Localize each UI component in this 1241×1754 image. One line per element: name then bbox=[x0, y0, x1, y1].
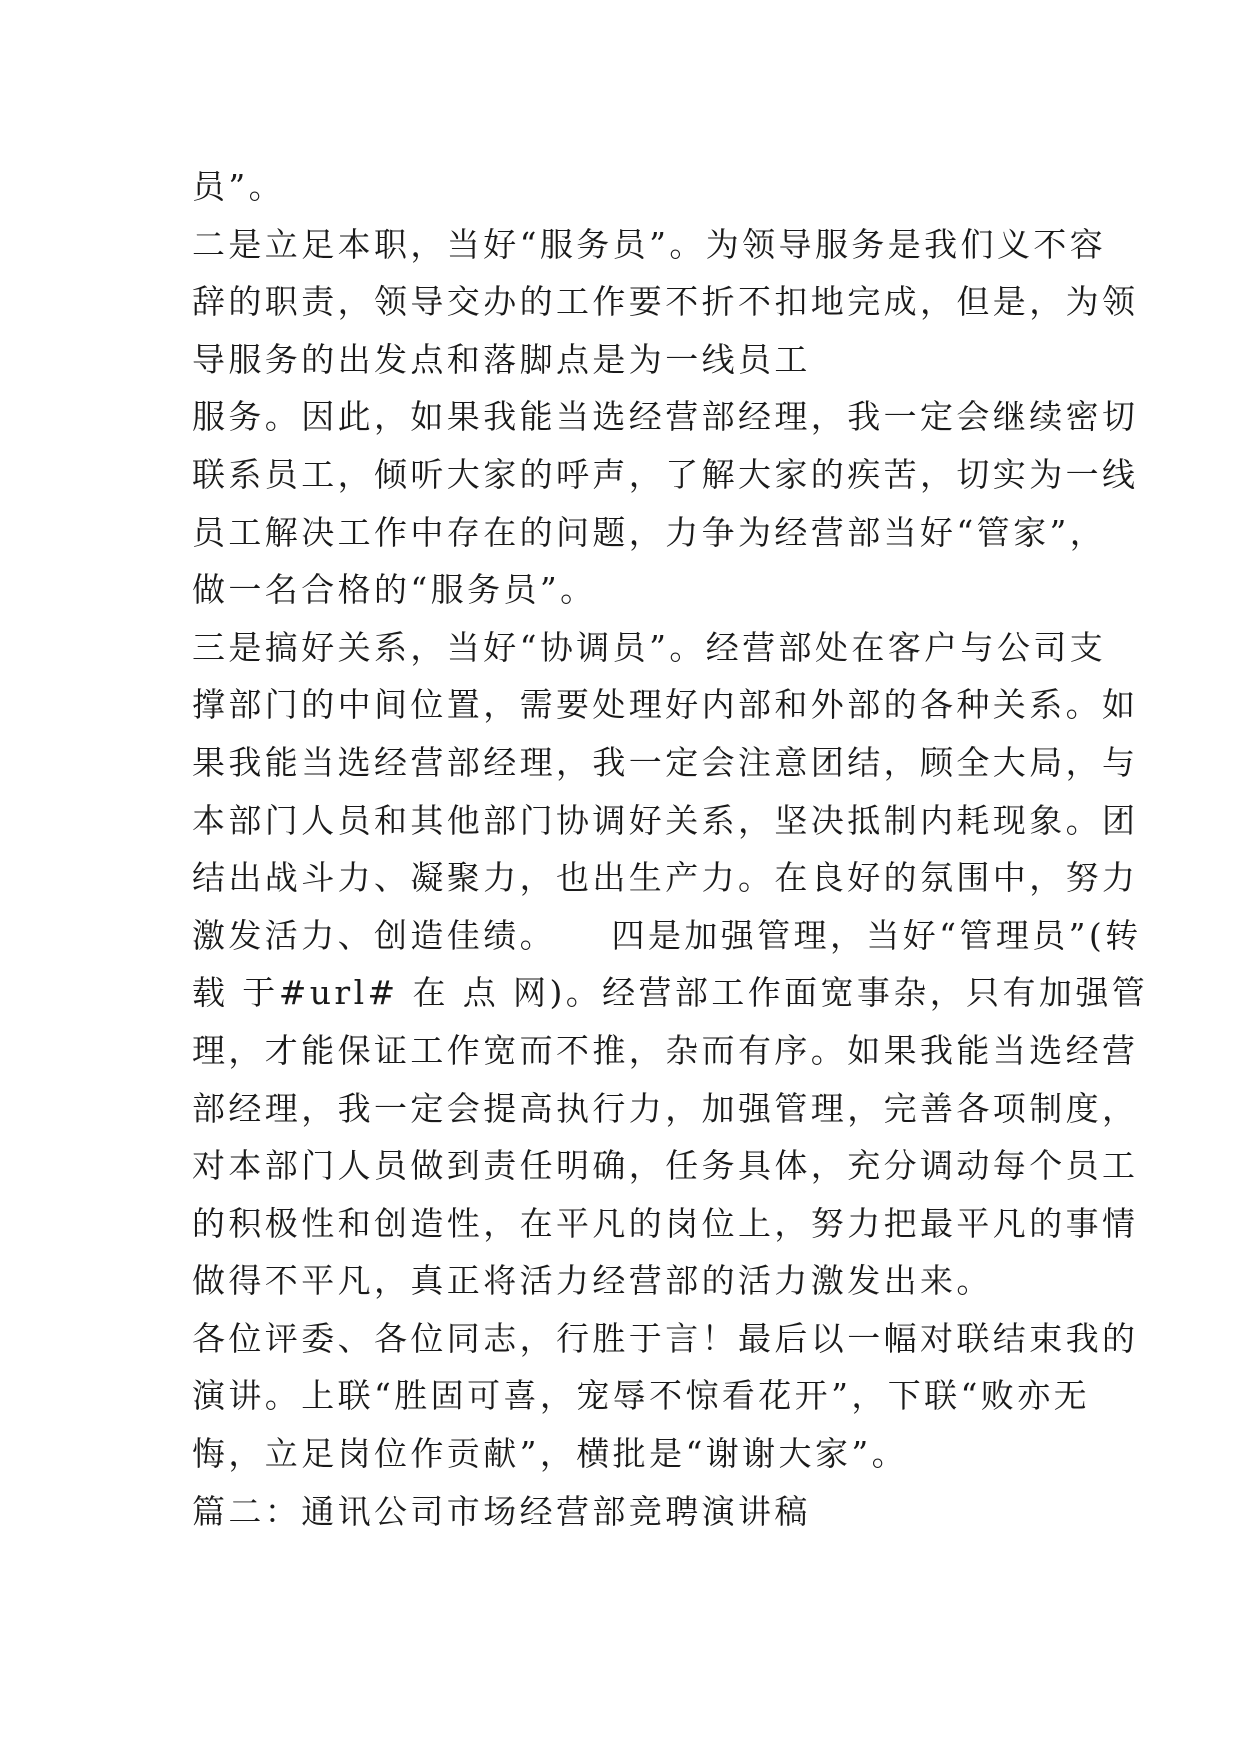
text-line: 各位评委、各位同志，行胜于言！最后以一幅对联结束我的 bbox=[192, 1318, 1139, 1358]
text-line: 员”。 bbox=[192, 167, 286, 206]
text-line: 二是立足本职，当好“服务员”。为领导服务是我们义不容 bbox=[192, 224, 1107, 264]
text-line: 员工解决工作中存在的问题，力争为经营部当好“管家”， bbox=[192, 512, 1107, 552]
text-line: 本部门人员和其他部门协调好关系，坚决抵制内耗现象。团 bbox=[192, 800, 1139, 840]
document-body bbox=[192, 158, 1149, 1540]
text-line: 撑部门的中间位置，需要处理好内部和外部的各种关系。如 bbox=[192, 685, 1139, 725]
text-line: 服务。因此，如果我能当选经营部经理，我一定会继续密切 bbox=[192, 397, 1139, 437]
text-line: 做得不平凡，真正将活力经营部的活力激发出来。 bbox=[192, 1261, 993, 1301]
text-line: 激发活力、创造佳绩。 四是加强管理，当好“管理员”(转 bbox=[192, 915, 1142, 955]
text-line: 果我能当选经营部经理，我一定会注意团结，顾全大局，与 bbox=[192, 742, 1139, 782]
text-line: 理，才能保证工作宽而不推，杂而有序。如果我能当选经营 bbox=[192, 1030, 1139, 1070]
section-heading: 篇二：通讯公司市场经营部竞聘演讲稿 bbox=[192, 1491, 811, 1531]
text-line: 部经理，我一定会提高执行力，加强管理，完善各项制度， bbox=[192, 1088, 1139, 1128]
text-line: 载 于#url# 在 点 网)。经营部工作面宽事杂，只有加强管 bbox=[192, 973, 1149, 1013]
text-line: 三是搞好关系，当好“协调员”。经营部处在客户与公司支 bbox=[192, 627, 1107, 667]
text-line: 的积极性和创造性，在平凡的岗位上，努力把最平凡的事情 bbox=[192, 1203, 1139, 1243]
text-line: 演讲。上联“胜固可喜，宠辱不惊看花开”，下联“败亦无 bbox=[192, 1376, 1091, 1416]
text-line: 对本部门人员做到责任明确，任务具体，充分调动每个员工 bbox=[192, 1146, 1139, 1186]
text-line: 联系员工，倾听大家的呼声，了解大家的疾苦，切实为一线 bbox=[192, 454, 1139, 494]
text-line: 辞的职责，领导交办的工作要不折不扣地完成，但是，为领 bbox=[192, 282, 1139, 322]
text-line: 导服务的出发点和落脚点是为一线员工 bbox=[192, 339, 811, 379]
text-line: 悔，立足岗位作贡献”，横批是“谢谢大家”。 bbox=[192, 1434, 909, 1474]
text-line: 结出战斗力、凝聚力，也出生产力。在良好的氛围中，努力 bbox=[192, 858, 1139, 898]
text-line: 做一名合格的“服务员”。 bbox=[192, 570, 597, 610]
